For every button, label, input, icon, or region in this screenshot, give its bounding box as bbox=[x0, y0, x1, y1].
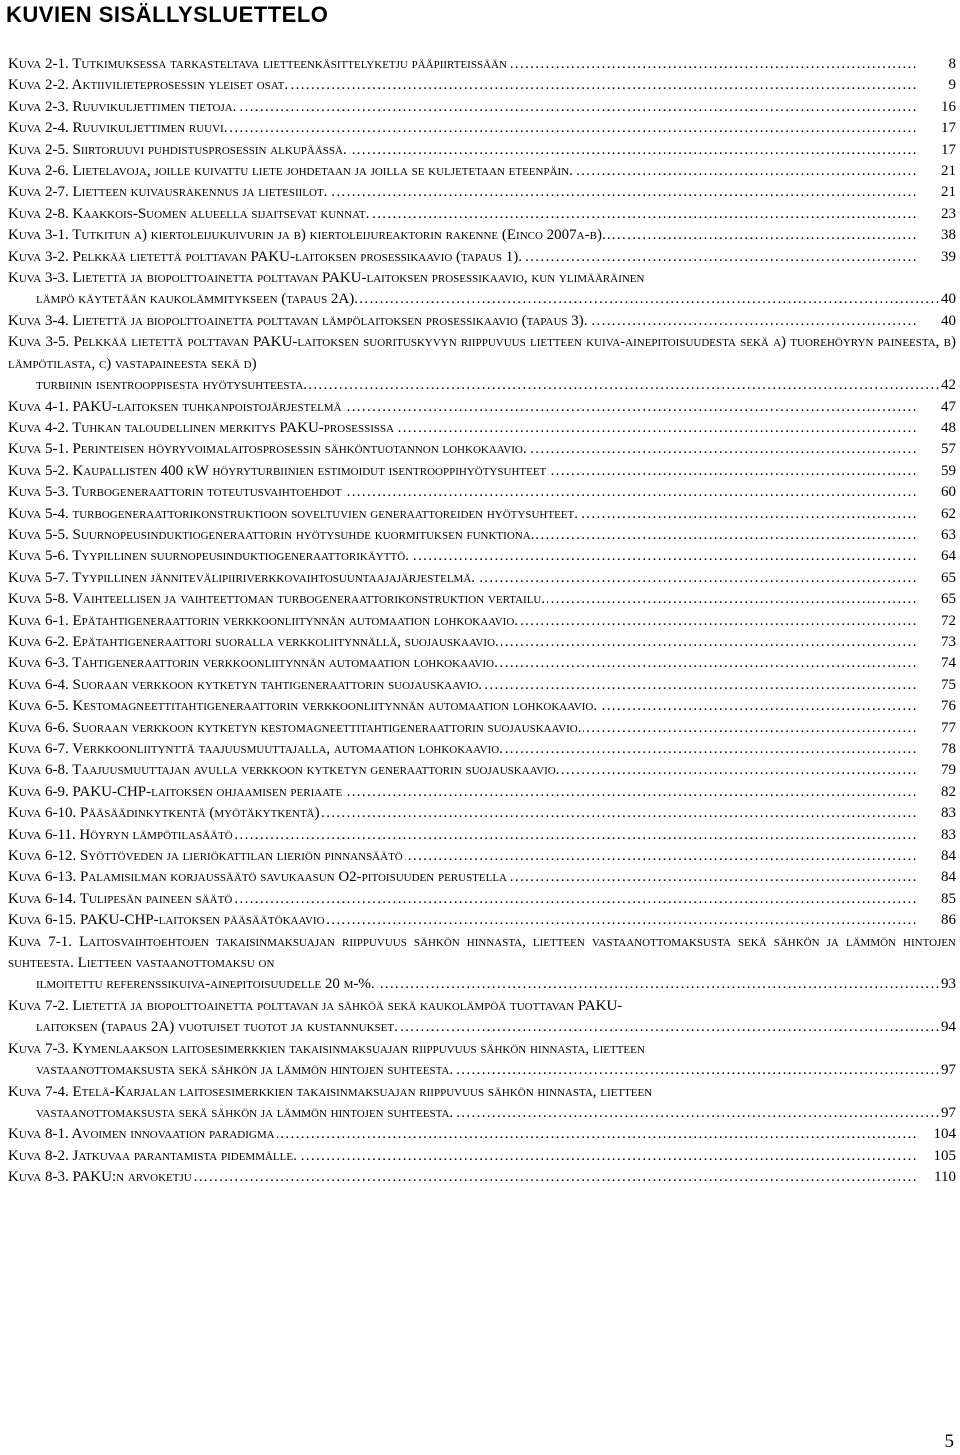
toc-entry-label: Kuva 7-3. Kymenlaakson laitosesimerkkien takaisinmaksuajan riippuvuus sähkön hinnasta, lietteen bbox=[8, 1040, 645, 1057]
toc-entry[interactable] bbox=[8, 247, 956, 268]
toc-entry-leader bbox=[8, 418, 941, 439]
toc-entry[interactable] bbox=[8, 910, 956, 931]
toc-entry-leader bbox=[8, 760, 941, 781]
toc-entry-label: Kuva 2-8. Kaakkois-Suomen alueella sijaitsevat kunnat. bbox=[8, 205, 370, 222]
toc-entry[interactable] bbox=[8, 653, 956, 674]
toc-entry-leader bbox=[8, 546, 941, 567]
toc-entry-leader bbox=[8, 439, 941, 460]
toc-entry-page: 63 bbox=[941, 526, 956, 543]
toc-entry-leader bbox=[8, 225, 941, 246]
toc-entry-label: Kuva 3-4. Lietettä ja biopolttoainetta polttavan lämpölaitoksen prosessikaavio (tapaus 3). bbox=[8, 312, 588, 329]
toc-entry-label: Kuva 2-1. Tutkimuksessa tarkasteltava lietteenkäsittelyketju pääpiirteissään bbox=[8, 56, 507, 72]
toc-entry[interactable] bbox=[8, 696, 956, 717]
toc-entry-page: 104 bbox=[933, 1126, 956, 1143]
toc-entry-page: 97 bbox=[941, 1104, 956, 1121]
toc-entry-page: 86 bbox=[941, 912, 956, 929]
toc-entry-page: 9 bbox=[948, 77, 956, 94]
toc-entry-label: Kuva 5-3. Turbogeneraattorin toteutusvaihtoehdot bbox=[8, 484, 342, 501]
toc-entry[interactable] bbox=[8, 803, 956, 824]
toc-entry-label: Kuva 6-9. PAKU-CHP-laitoksen ohjaamisen periaate bbox=[8, 783, 343, 800]
toc-entry[interactable] bbox=[8, 161, 956, 182]
toc-entry-page: 110 bbox=[934, 1169, 956, 1186]
toc-entry-leader bbox=[8, 1146, 934, 1167]
toc-entry-page: 59 bbox=[941, 462, 956, 479]
toc-entry[interactable] bbox=[8, 546, 956, 567]
toc-entry[interactable] bbox=[8, 611, 956, 632]
toc-entry-leader bbox=[8, 718, 941, 739]
toc-entry-page: 85 bbox=[941, 890, 956, 907]
toc-entry-page: 72 bbox=[941, 612, 956, 629]
toc-entry[interactable] bbox=[8, 589, 956, 610]
toc-entry-leader bbox=[8, 611, 941, 632]
toc-entry[interactable] bbox=[8, 118, 956, 139]
toc-entry-page: 39 bbox=[941, 248, 956, 265]
toc-entry-label: Kuva 6-8. Taajuusmuuttajan avulla verkkoon kytketyn generaattorin suojauskaavio. bbox=[8, 762, 560, 779]
toc-entry-leader bbox=[8, 75, 949, 96]
toc-entry-label: Kuva 8-2. Jatkuvaa parantamista pidemmälle. bbox=[8, 1147, 297, 1164]
toc-entry-page: 76 bbox=[941, 698, 956, 715]
toc-entry[interactable] bbox=[8, 889, 956, 910]
toc-entry-leader bbox=[8, 461, 941, 482]
toc-entry-page: 38 bbox=[941, 227, 956, 244]
toc-entry-leader bbox=[8, 204, 941, 225]
toc-entry[interactable] bbox=[8, 1146, 956, 1167]
toc-entry-label: Kuva 3-3. Lietettä ja biopolttoainetta polttavan PAKU-laitoksen prosessikaavio, kun ylimääräinen bbox=[8, 270, 645, 287]
toc-entry[interactable] bbox=[8, 75, 956, 96]
toc-entry-label: Kuva 2-5. Siirtoruuvi puhdistusprosessin alkupäässä. bbox=[8, 141, 347, 158]
toc-entry[interactable] bbox=[8, 1082, 956, 1125]
toc-entry[interactable] bbox=[8, 760, 956, 781]
toc-entry-leader bbox=[8, 525, 941, 546]
toc-entry-leader bbox=[8, 1124, 934, 1145]
toc-entry-continuation bbox=[36, 289, 941, 310]
toc-entry[interactable] bbox=[8, 932, 956, 996]
toc-entry[interactable] bbox=[8, 332, 956, 396]
toc-entry-continuation bbox=[36, 1060, 941, 1081]
toc-entry-label: Kuva 7-4. Etelä-Karjalan laitosesimerkkien takaisinmaksuajan riippuvuus sähkön hinnasta, lietteen bbox=[8, 1083, 653, 1100]
toc-entry-leader bbox=[8, 97, 941, 118]
toc-entry-label: Kuva 5-7. Tyypillinen jännitevälipiiriverkkovaihtosuuntaajajärjestelmä. bbox=[8, 569, 476, 586]
toc-entry-label: Kuva 7-2. Lietettä ja biopolttoainetta polttavan ja sähköä sekä kaukolämpöä tuottavan PAKU- bbox=[8, 997, 623, 1014]
toc-entry-label: Kuva 3-5. Pelkkää lietettä polttavan PAKU-laitoksen suorituskyvyn riippuvuus lietteen kuiva-ainepitoisuudesta sekä a) tuorehöyryn paineesta, b) lämpötilasta, c) vastapaineesta sekä d) bbox=[8, 334, 956, 372]
toc-entry-label: Kuva 6-2. Epätahtigeneraattori suoralla verkkoliitynnällä, suojauskaavio. bbox=[8, 633, 499, 650]
toc-entry-leader bbox=[8, 632, 941, 653]
toc-entry-page: 40 bbox=[941, 291, 956, 308]
toc-entry-page: 75 bbox=[941, 676, 956, 693]
toc-entry[interactable] bbox=[8, 718, 956, 739]
toc-entry-page: 64 bbox=[941, 548, 956, 565]
toc-entry-continuation-text: laitoksen (tapaus 2A) vuotuiset tuotot ja kustannukset. bbox=[36, 1019, 398, 1036]
page-title: KUVIEN SISÄLLYSLUETTELO bbox=[6, 2, 329, 27]
toc-entry-label: Kuva 5-1. Perinteisen höyryvoimalaitosprosessin sähköntuotannon lohkokaavio. bbox=[8, 441, 527, 458]
toc-entry-leader bbox=[8, 504, 941, 525]
toc-entry[interactable] bbox=[8, 311, 956, 332]
toc-entry-label: Kuva 8-3. PAKU:n arvoketju bbox=[8, 1169, 192, 1186]
toc-entry[interactable] bbox=[8, 268, 956, 311]
toc-entry-leader bbox=[8, 889, 941, 910]
toc-entry-leader bbox=[8, 825, 941, 846]
toc-entry-page: 93 bbox=[941, 976, 956, 993]
toc-entry-label: Kuva 2-3. Ruuvikuljettimen tietoja. bbox=[8, 98, 237, 115]
toc-entry-leader bbox=[8, 311, 941, 332]
toc-entry-page: 65 bbox=[941, 569, 956, 586]
toc-entry-label: Kuva 6-6. Suoraan verkkoon kytketyn kestomagneettitahtigeneraattorin suojauskaavio. bbox=[8, 719, 582, 736]
toc-entry-label: Kuva 5-5. Suurnopeusinduktiogeneraattorin hyötysuhde kuormituksen funktiona. bbox=[8, 526, 535, 543]
toc-entry-page: 40 bbox=[941, 312, 956, 329]
toc-entry[interactable] bbox=[8, 461, 956, 482]
toc-entry[interactable] bbox=[8, 418, 956, 439]
toc-entry-page: 84 bbox=[941, 869, 956, 886]
toc-entry[interactable] bbox=[8, 54, 956, 75]
toc-entry-page: 17 bbox=[941, 120, 956, 137]
toc-entry-leader bbox=[8, 118, 941, 139]
toc-entry-label: Kuva 8-1. Avoimen innovaation paradigma bbox=[8, 1126, 275, 1143]
toc-entry[interactable] bbox=[8, 482, 956, 503]
toc-entry[interactable] bbox=[8, 182, 956, 203]
toc-entry-page: 48 bbox=[941, 419, 956, 436]
toc-entry-label: Kuva 6-13. Palamisilman korjaussäätö savukaasun O2-pitoisuuden perustella bbox=[8, 869, 508, 886]
toc-entry[interactable] bbox=[8, 397, 956, 418]
toc-entry[interactable] bbox=[8, 568, 956, 589]
toc-entry-page: 83 bbox=[941, 826, 956, 843]
toc-entry-label: Kuva 6-14. Tulipesän paineen säätö bbox=[8, 890, 233, 907]
toc-entry-label: Kuva 5-2. Kaupallisten 400 kW höyryturbiinien estimoidut isentrooppihyötysuhteet bbox=[8, 462, 547, 479]
toc-entry-label: Kuva 6-11. Höyryn lämpötilasäätö bbox=[8, 826, 233, 843]
toc-entry-leader bbox=[8, 182, 941, 203]
toc-entry[interactable] bbox=[8, 1039, 956, 1082]
toc-entry-page: 62 bbox=[941, 505, 956, 522]
toc-entry[interactable] bbox=[8, 996, 956, 1039]
toc-entry[interactable] bbox=[8, 140, 956, 161]
toc-entry-leader bbox=[8, 397, 941, 418]
toc-entry-label: Kuva 6-12. Syöttöveden ja lieriökattilan lieriön pinnansäätö bbox=[8, 848, 403, 865]
toc-entry-leader bbox=[8, 739, 941, 760]
toc-entry-label: Kuva 6-4. Suoraan verkkoon kytketyn tahtigeneraattorin suojauskaavio. bbox=[8, 676, 483, 693]
toc-entry[interactable] bbox=[8, 739, 956, 760]
toc-entry-continuation bbox=[36, 974, 941, 995]
toc-entry[interactable] bbox=[8, 525, 956, 546]
toc-entry-label: Kuva 5-6. Tyypillinen suurnopeusinduktiogeneraattorikäyttö. bbox=[8, 548, 409, 565]
toc-entry-leader bbox=[8, 696, 941, 717]
toc-entry-page: 82 bbox=[941, 783, 956, 800]
toc-entry-leader bbox=[8, 675, 941, 696]
toc-entry-label: Kuva 4-1. PAKU-laitoksen tuhkanpoistojärjestelmä bbox=[8, 398, 342, 415]
toc-entry-page: 74 bbox=[941, 655, 956, 672]
toc-entry-leader bbox=[8, 910, 941, 931]
toc-entry[interactable] bbox=[8, 1167, 956, 1188]
toc-entry-leader bbox=[8, 589, 941, 610]
toc-entry-label: Kuva 3-1. Tutkitun a) kiertoleijukuivurin ja b) kiertoleijureaktorin rakenne (Einco 2007a-b). bbox=[8, 227, 606, 244]
toc-entry-leader bbox=[8, 653, 941, 674]
toc-entry-label: Kuva 6-5. Kestomagneettitahtigeneraattorin verkkoonliitynnän automaation lohkokaavio. bbox=[8, 698, 598, 715]
toc-entry-continuation bbox=[36, 1103, 941, 1124]
toc-entry-leader bbox=[8, 161, 941, 182]
toc-entry-page: 16 bbox=[941, 98, 956, 115]
toc-entry-page: 42 bbox=[941, 377, 956, 394]
toc-entry-page: 79 bbox=[941, 762, 956, 779]
toc-entry-label: Kuva 4-2. Tuhkan taloudellinen merkitys PAKU-prosessissa bbox=[8, 419, 395, 436]
toc-entry[interactable] bbox=[8, 825, 956, 846]
toc-entry[interactable] bbox=[8, 1124, 956, 1145]
toc-entry[interactable] bbox=[8, 867, 956, 888]
toc-entry-label: Kuva 2-2. Aktiivilieteprosessin yleiset osat. bbox=[8, 77, 289, 94]
toc-entry-page: 77 bbox=[941, 719, 956, 736]
toc-entry-label: Kuva 6-7. Verkkoonliitynttä taajuusmuuttajalla, automaation lohkokaavio. bbox=[8, 741, 503, 757]
toc-entry-label: Kuva 2-7. Lietteen kuivausrakennus ja lietesiilot. bbox=[8, 184, 328, 201]
toc-entry-page: 94 bbox=[941, 1019, 956, 1036]
toc-entry-continuation-text: vastaanottomaksusta sekä sähkön ja lämmön hintojen suhteesta. bbox=[36, 1104, 454, 1121]
toc-entry-continuation-text: lämpö käytetään kaukolämmitykseen (tapaus 2A). bbox=[36, 291, 359, 308]
toc-entry[interactable] bbox=[8, 97, 956, 118]
toc-entry-label: Kuva 5-8. Vaihteellisen ja vaihteettoman turbogeneraattorikonstruktion vertailu. bbox=[8, 591, 546, 608]
toc-entry-continuation bbox=[36, 1017, 941, 1038]
toc-entry-page: 17 bbox=[941, 141, 956, 158]
toc-entry-continuation-text: vastaanottomaksusta sekä sähkön ja lämmön hintojen suhteesta. bbox=[36, 1062, 454, 1079]
toc-entry-leader bbox=[8, 568, 941, 589]
page-number: 5 bbox=[944, 1431, 954, 1452]
toc-entry-label: Kuva 6-1. Epätahtigeneraattorin verkkoonliitynnän automaation lohkokaavio. bbox=[8, 612, 519, 629]
toc-entry-label: Kuva 6-3. Tahtigeneraattorin verkkoonliitynnän automaation lohkokaavio. bbox=[8, 655, 498, 672]
toc-entry-page: 8 bbox=[948, 56, 956, 72]
toc-entry-leader bbox=[8, 1167, 934, 1188]
toc-entry-continuation-text: turbiinin isentrooppisesta hyötysuhteesta. bbox=[36, 377, 308, 394]
toc-entry-page: 83 bbox=[941, 805, 956, 822]
toc-entry[interactable] bbox=[8, 675, 956, 696]
toc-entry-page: 47 bbox=[941, 398, 956, 415]
toc-entry-label: Kuva 2-4. Ruuvikuljettimen ruuvi. bbox=[8, 120, 228, 137]
toc-entry-label: Kuva 2-6. Lietelavoja, joille kuivattu liete johdetaan ja joilla se kuljetetaan eteenpäin. bbox=[8, 163, 573, 180]
toc-entry-page: 60 bbox=[941, 484, 956, 501]
toc-entry-label: Kuva 6-15. PAKU-CHP-laitoksen pääsäätökaavio bbox=[8, 912, 325, 929]
toc-entry-leader bbox=[8, 867, 941, 888]
toc-entry-page: 57 bbox=[941, 441, 956, 458]
toc-entry[interactable] bbox=[8, 782, 956, 803]
toc-entry[interactable] bbox=[8, 225, 956, 246]
toc-entry[interactable] bbox=[8, 204, 956, 225]
toc-entry-leader bbox=[8, 482, 941, 503]
toc-entry-page: 23 bbox=[941, 205, 956, 222]
toc-entry-leader bbox=[8, 54, 949, 75]
toc-entry[interactable] bbox=[8, 846, 956, 867]
toc-entry-leader bbox=[8, 247, 941, 268]
toc-entry-label: Kuva 3-2. Pelkkää lietettä polttavan PAKU-laitoksen prosessikaavio (tapaus 1). bbox=[8, 248, 522, 265]
toc-entry-label: Kuva 6-10. Pääsäädinkytkentä (myötäkytkentä) bbox=[8, 805, 320, 822]
toc-entry-leader bbox=[8, 803, 941, 824]
toc-entry-continuation bbox=[36, 375, 941, 396]
toc-entry-page: 78 bbox=[941, 741, 956, 757]
toc-entry-leader bbox=[8, 846, 941, 867]
toc-entry[interactable] bbox=[8, 504, 956, 525]
toc-entry-page: 97 bbox=[941, 1062, 956, 1079]
toc-entry-label: Kuva 5-4. turbogeneraattorikonstruktioon soveltuvien generaattoreiden hyötysuhteet. bbox=[8, 505, 578, 522]
toc-entry-page: 65 bbox=[941, 591, 956, 608]
toc-entry-leader bbox=[8, 782, 941, 803]
toc-entry-page: 84 bbox=[941, 848, 956, 865]
toc-entry[interactable] bbox=[8, 632, 956, 653]
toc-entry-continuation-text: ilmoitettu referenssikuiva-ainepitoisuudelle 20 m-%. bbox=[36, 976, 375, 993]
toc-entry-page: 21 bbox=[941, 163, 956, 180]
toc-entry-label: Kuva 7-1. Laitosvaihtoehtojen takaisinmaksuajan riippuvuus sähkön hinnasta, lietteen vastaanottomaksusta sekä sähkön ja lämmön hintojen suhteesta. Lietteen vastaanottomaksu on bbox=[8, 933, 956, 972]
toc-entry-leader bbox=[8, 140, 941, 161]
toc-entry-page: 73 bbox=[941, 633, 956, 650]
toc-entry-page: 105 bbox=[933, 1147, 956, 1164]
toc-entry[interactable] bbox=[8, 439, 956, 460]
table-of-figures bbox=[8, 54, 956, 1189]
toc-entry-page: 21 bbox=[941, 184, 956, 201]
